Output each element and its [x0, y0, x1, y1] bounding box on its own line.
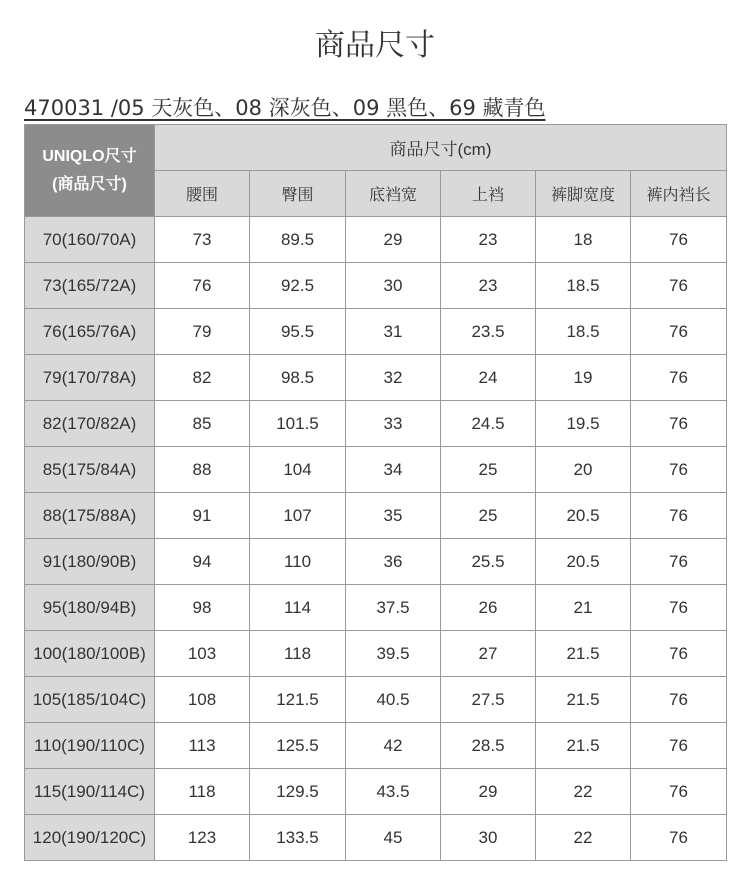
cell-inseam: 76	[631, 539, 727, 585]
table-row	[25, 585, 727, 631]
table-row	[25, 631, 727, 677]
cell-crotch-width: 29	[346, 217, 441, 263]
cell-waist: 94	[155, 539, 250, 585]
page-title: 商品尺寸	[315, 28, 435, 63]
cell-rise: 25	[441, 493, 536, 539]
table-row	[25, 539, 727, 585]
cell-hem-width: 21	[536, 585, 631, 631]
cell-size-label: 115(190/114C)	[25, 769, 155, 815]
column-header-hem-width: 裤脚宽度	[536, 171, 631, 217]
column-header-rise: 上裆	[441, 171, 536, 217]
cell-crotch-width: 39.5	[346, 631, 441, 677]
column-header-waist: 腰围	[155, 171, 250, 217]
cell-hip: 95.5	[250, 309, 346, 355]
cell-waist: 98	[155, 585, 250, 631]
cell-hem-width: 21.5	[536, 723, 631, 769]
cell-crotch-width: 36	[346, 539, 441, 585]
cell-hip: 110	[250, 539, 346, 585]
cell-rise: 24	[441, 355, 536, 401]
cell-hem-width: 18.5	[536, 309, 631, 355]
cell-inseam: 76	[631, 493, 727, 539]
cell-crotch-width: 40.5	[346, 677, 441, 723]
cell-waist: 103	[155, 631, 250, 677]
cell-waist: 123	[155, 815, 250, 861]
cell-hip: 133.5	[250, 815, 346, 861]
cell-hem-width: 21.5	[536, 677, 631, 723]
cell-waist: 76	[155, 263, 250, 309]
cell-waist: 82	[155, 355, 250, 401]
cell-rise: 23	[441, 263, 536, 309]
cell-hip: 104	[250, 447, 346, 493]
cell-size-label: 70(160/70A)	[25, 217, 155, 263]
cell-hip: 114	[250, 585, 346, 631]
cell-hip: 101.5	[250, 401, 346, 447]
cell-size-label: 76(165/76A)	[25, 309, 155, 355]
cell-crotch-width: 37.5	[346, 585, 441, 631]
cell-waist: 85	[155, 401, 250, 447]
size-table	[24, 124, 727, 861]
cell-size-label: 95(180/94B)	[25, 585, 155, 631]
table-row	[25, 769, 727, 815]
table-row	[25, 815, 727, 861]
cell-inseam: 76	[631, 355, 727, 401]
cell-hip: 89.5	[250, 217, 346, 263]
cell-rise: 23	[441, 217, 536, 263]
cell-inseam: 76	[631, 769, 727, 815]
cell-size-label: 105(185/104C)	[25, 677, 155, 723]
cell-hem-width: 18	[536, 217, 631, 263]
cell-rise: 29	[441, 769, 536, 815]
cell-inseam: 76	[631, 585, 727, 631]
table-row	[25, 355, 727, 401]
cell-rise: 30	[441, 815, 536, 861]
cell-crotch-width: 31	[346, 309, 441, 355]
size-header-line1: UNIQLO尺寸	[42, 147, 137, 165]
cell-waist: 73	[155, 217, 250, 263]
cell-rise: 25.5	[441, 539, 536, 585]
column-header-inseam: 裤内裆长	[631, 171, 727, 217]
cell-crotch-width: 30	[346, 263, 441, 309]
table-row	[25, 401, 727, 447]
cell-size-label: 91(180/90B)	[25, 539, 155, 585]
cell-rise: 25	[441, 447, 536, 493]
cell-rise: 27	[441, 631, 536, 677]
cell-size-label: 73(165/72A)	[25, 263, 155, 309]
cell-hem-width: 18.5	[536, 263, 631, 309]
cell-waist: 108	[155, 677, 250, 723]
cell-inseam: 76	[631, 447, 727, 493]
cell-inseam: 76	[631, 217, 727, 263]
measurement-group-header: 商品尺寸(cm)	[155, 125, 727, 171]
cell-hip: 121.5	[250, 677, 346, 723]
cell-inseam: 76	[631, 815, 727, 861]
cell-size-label: 88(175/88A)	[25, 493, 155, 539]
cell-hem-width: 19	[536, 355, 631, 401]
cell-crotch-width: 43.5	[346, 769, 441, 815]
size-header-line2: (商品尺寸)	[52, 175, 127, 193]
cell-waist: 79	[155, 309, 250, 355]
cell-waist: 88	[155, 447, 250, 493]
cell-size-label: 82(170/82A)	[25, 401, 155, 447]
table-row	[25, 263, 727, 309]
cell-rise: 26	[441, 585, 536, 631]
cell-crotch-width: 45	[346, 815, 441, 861]
table-row	[25, 677, 727, 723]
cell-crotch-width: 35	[346, 493, 441, 539]
table-row	[25, 447, 727, 493]
cell-hip: 92.5	[250, 263, 346, 309]
product-color-line: 470031 /05 天灰色、08 深灰色、09 黑色、69 藏青色	[24, 96, 546, 120]
cell-hem-width: 21.5	[536, 631, 631, 677]
cell-hip: 107	[250, 493, 346, 539]
cell-hip: 125.5	[250, 723, 346, 769]
column-header-hip: 臀围	[250, 171, 346, 217]
cell-crotch-width: 33	[346, 401, 441, 447]
cell-waist: 91	[155, 493, 250, 539]
cell-inseam: 76	[631, 677, 727, 723]
cell-rise: 24.5	[441, 401, 536, 447]
size-column-header	[25, 125, 155, 217]
cell-waist: 118	[155, 769, 250, 815]
cell-size-label: 85(175/84A)	[25, 447, 155, 493]
table-row	[25, 217, 727, 263]
cell-size-label: 120(190/120C)	[25, 815, 155, 861]
cell-rise: 27.5	[441, 677, 536, 723]
cell-hip: 118	[250, 631, 346, 677]
cell-hem-width: 20.5	[536, 539, 631, 585]
cell-hem-width: 22	[536, 815, 631, 861]
cell-crotch-width: 32	[346, 355, 441, 401]
cell-rise: 23.5	[441, 309, 536, 355]
cell-hip: 98.5	[250, 355, 346, 401]
table-row	[25, 309, 727, 355]
cell-hem-width: 20	[536, 447, 631, 493]
cell-hem-width: 19.5	[536, 401, 631, 447]
cell-hip: 129.5	[250, 769, 346, 815]
cell-size-label: 79(170/78A)	[25, 355, 155, 401]
cell-crotch-width: 42	[346, 723, 441, 769]
size-table-body	[25, 217, 727, 861]
cell-crotch-width: 34	[346, 447, 441, 493]
column-header-crotch-width: 底裆宽	[346, 171, 441, 217]
cell-inseam: 76	[631, 263, 727, 309]
cell-inseam: 76	[631, 723, 727, 769]
table-row	[25, 723, 727, 769]
cell-waist: 113	[155, 723, 250, 769]
cell-inseam: 76	[631, 401, 727, 447]
cell-hem-width: 22	[536, 769, 631, 815]
cell-hem-width: 20.5	[536, 493, 631, 539]
cell-rise: 28.5	[441, 723, 536, 769]
cell-inseam: 76	[631, 309, 727, 355]
table-row	[25, 493, 727, 539]
cell-inseam: 76	[631, 631, 727, 677]
cell-size-label: 100(180/100B)	[25, 631, 155, 677]
cell-size-label: 110(190/110C)	[25, 723, 155, 769]
